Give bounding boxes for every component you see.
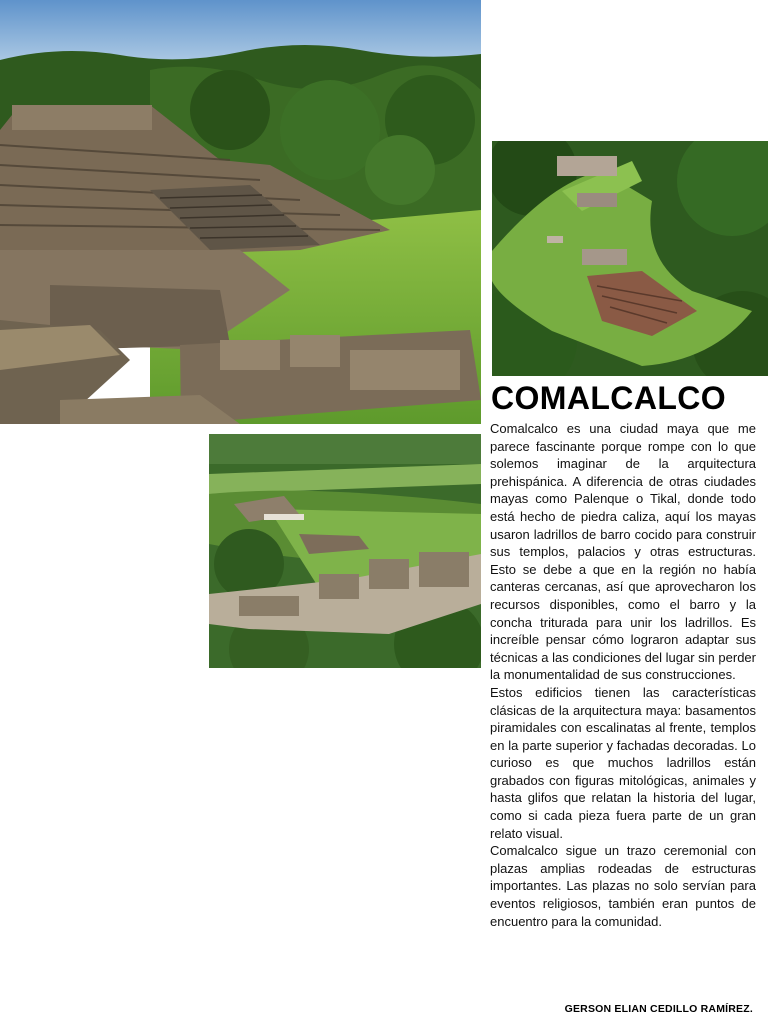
paragraph-3: Comalcalco sigue un trazo ceremonial con plazas amplias rodeadas de estructuras importantes. Las plazas no solo servían para eventos religiosos, también eran puntos de encuentro para la comunidad. <box>490 843 756 929</box>
photo-aerial-pyramid <box>492 141 768 376</box>
article-body <box>490 420 756 930</box>
paragraph-1: Comalcalco es una ciudad maya que me parece fascinante porque rompe con lo que solemos imaginar de la arquitectura prehispánica. A diferencia de otras ciudades mayas como Palenque o Tikal, donde todo está hecho de piedra caliza, aquí los mayas usaron ladrillos de barro cocido para construir sus templos, palacios y otras estructuras. Esto se debe a que en la región no había canteras cercanas, así que aprovecharon los recursos disponibles, como el barro y la concha triturada para unir los ladrillos. Es increíble pensar cómo lograron adaptar sus técnicas a las condiciones del lugar sin perder la monumentalidad de sus construcciones. <box>490 421 756 683</box>
author-name: GERSON ELIAN CEDILLO RAMÍREZ. <box>564 1003 753 1015</box>
article-title: COMALCALCO <box>491 380 727 416</box>
photo-aerial-site <box>209 434 481 668</box>
photo-comalcalco-ruins <box>0 0 481 424</box>
paragraph-2: Estos edificios tienen las características clásicas de la arquitectura maya: basamentos piramidales con escalinatas al frente, templos en la parte superior y fachadas decoradas. Lo curioso es que muchos ladrillos están grabados con figuras mitológicas, animales y hasta glifos que relatan la historia del lugar, como si cada pieza fuera parte de un gran relato visual. <box>490 684 756 841</box>
